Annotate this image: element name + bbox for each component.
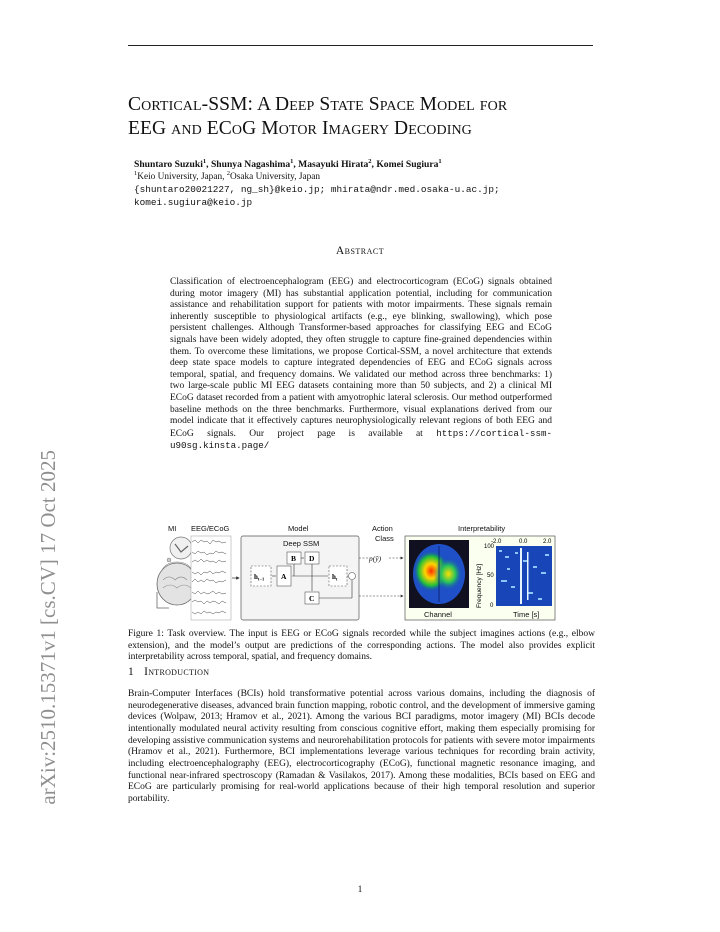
freq-axis-label: Frequency [Hz] [476,563,483,608]
abstract-body [170,277,552,453]
channel-label: Channel [424,610,452,619]
prediction-label: p(ŷ) [369,554,382,563]
email-line-2: komei.sugiura@keio.jp [134,197,253,208]
label-eeg-ecog: EEG/ECoG [191,524,230,533]
figure-caption: Figure 1: Task overview. The input is EEG or ECoG signals recorded while the subject imagines actions (e.g., elbow extension), and the model’s output are predictions of the corresponding actions. The model also provides explicit interpretability across temporal, spatial, and frequency domains. [128,629,595,663]
author-name: Shuntaro Suzuki [134,159,203,170]
label-model: Model [288,524,309,533]
label-mi: MI [168,524,177,533]
author-name: Komei Sugiura [376,159,439,170]
title-line-1: Cortical-SSM: A Deep State Space Model for [128,94,508,115]
eeg-signal-traces [191,536,231,620]
header-rule [128,45,593,46]
tick-2: 2.0 [543,539,552,545]
task-overview-figure [155,522,575,622]
freq-100: 100 [484,544,495,550]
page-number: 1 [357,885,363,895]
label-interpretability: Interpretability [458,524,506,533]
affil-sup: 2 [226,170,231,177]
author-list: Shuntaro Suzuki$^1$, Shunya Nagashima$^1$, Masayuki Hirata$^2$, Komei Sugiura$^1$ [134,158,442,170]
section-title: Introduction [144,666,210,678]
author-sup: 2 [368,158,372,165]
section-heading [128,666,209,678]
paper-title [128,93,598,141]
affil-1: Keio University, Japan, [137,172,227,182]
tick-minus2: -2.0 [491,539,502,545]
interpretability-panel [405,536,555,620]
affil-2: Osaka University, Japan [230,172,321,182]
author-sup: 1 [438,158,442,165]
author-emails [134,183,500,209]
matrix-d: D [309,554,315,563]
freq-50: 50 [487,573,494,579]
affil-sup: 1 [134,170,138,177]
tick-0: 0.0 [519,539,528,545]
deep-ssm-block [241,536,359,620]
section-number: 1 [128,666,135,678]
author-sup: 1 [290,158,294,165]
abstract-heading: Abstract [335,245,385,257]
email-line-1: {shuntaro20021227, ng_sh}@keio.jp; mhirata@ndr.med.osaka-u.ac.jp; [134,184,500,195]
h-prev: $h_{t-1}$ [254,573,265,582]
label-class: Class [375,534,394,543]
time-axis-label: Time [s] [513,610,540,619]
author-name: Shunya Nagashima [210,159,291,170]
affiliations [134,172,320,182]
freq-0: 0 [490,603,494,609]
author-name: Masayuki Hirata [298,159,369,170]
deep-ssm-label: Deep SSM [283,539,320,548]
label-action: Action [372,524,393,533]
introduction-paragraph: Brain-Computer Interfaces (BCIs) hold transformative potential across various domains, including the diagnosis of neurodegenerative diseases, advanced brain function mapping, robotic control, and the development of immersive gaming devices (Wolpaw, 2013; Hramov et al., 2021). Among the various BCI paradigms, motor imagery (MI) BCIs decode intentionally modulated neural activity resulting from conscious cognitive effort, making them especially promising for developing assistive communication systems and neurorehabilitation protocols for patients with severe motor impairments (Hramov et al., 2021). Furthermore, BCI implementations leverage various techniques for recording brain activity, including electroencephalography (EEG), electrocorticography (ECoG), functional magnetic resonance imaging, and functional near-infrared spectroscopy (Ramadan & Vasilakos, 2017). Among these modalities, BCIs based on EEG and ECoG are particularly promising for real-world applications because of their high temporal resolution and superior portability. [128,689,595,804]
project-link[interactable]: https://cortical-ssm-u90sg.kinsta.page/ [170,427,552,452]
matrix-b: B [291,554,297,563]
title-line-2: EEG and ECoG Motor Imagery Decoding [128,118,472,139]
abstract-text: Classification of electroencephalogram (EEG) and electrocorticogram (ECoG) signals obtained during motor imagery (MI) has substantial application potential, including for communication assistance and rehabilitation support for patients with motor impairments. These signals remain inherently susceptible to physiological artifacts (e.g., eye blinking, swallowing), which pose persistent challenges. Although Transformer-based approaches for classifying EEG and ECoG signals have been widely adopted, they often struggle to capture fine-grained dependencies within them. To overcome these limitations, we propose Cortical-SSM, a novel architecture that extends deep state space models to capture integrated dependencies of EEG and ECoG signals across temporal, spatial, and frequency domains. We validated our method across three benchmarks: 1) two large-scale public MI EEG datasets containing more than 50 subjects, and 2) a clinical MI ECoG dataset recorded from a patient with amyotrophic lateral sclerosis. Our method outperformed baseline methods on the three benchmarks. Furthermore, visual explanations derived from our model indicate that it effectively captures neurophysiologically relevant regions of both EEG and ECoG signals. Our project page is available at [170,277,552,439]
author-sup: 1 [202,158,207,165]
matrix-c: C [309,594,315,603]
h-current: $h_t$ [332,573,338,582]
matrix-a: A [281,572,287,581]
